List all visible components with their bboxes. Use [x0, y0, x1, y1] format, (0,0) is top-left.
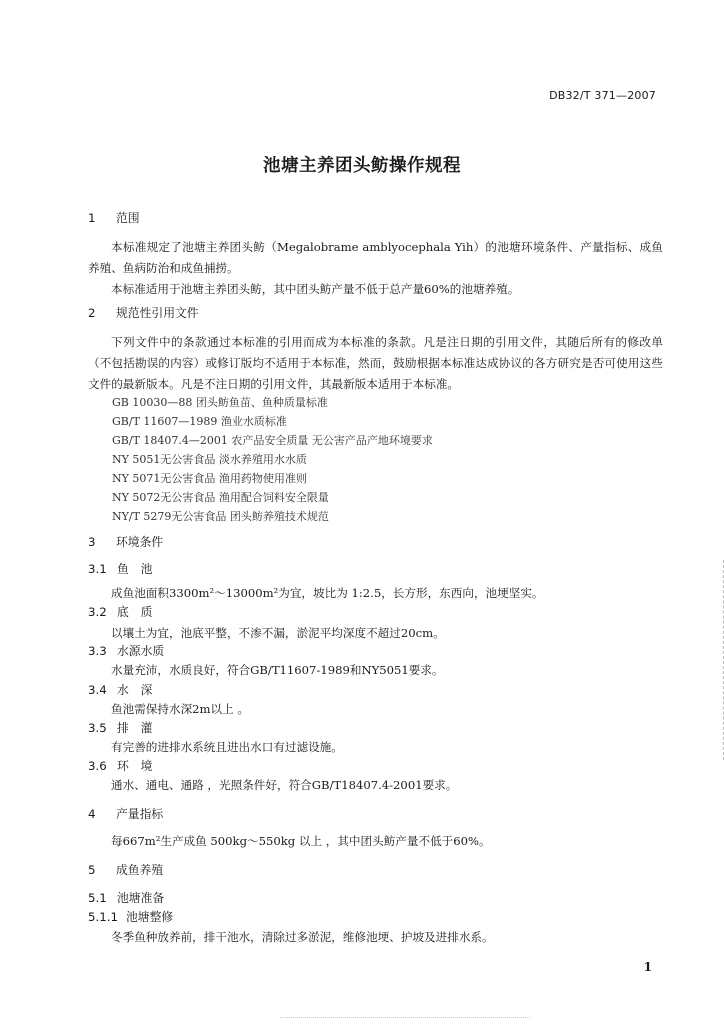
reference-item: GB/T 11607—1989 渔业水质标准	[112, 415, 287, 428]
clause-number: 5.1.1	[88, 910, 119, 924]
clause-number: 5.1	[88, 891, 107, 905]
clause-5-1-1-heading	[88, 907, 663, 928]
clause-3-2-text: 以壤土为宜，池底平整，不渗不漏，淤泥平均深度不超过20cm。	[111, 626, 445, 640]
section-1-heading	[88, 208, 663, 229]
clause-3-3-heading	[88, 641, 663, 662]
scope-paragraph-2: 本标准适用于池塘主养团头鲂，其中团头鲂产量不低于总产量60%的池塘养殖。	[111, 282, 520, 296]
clause-number: 3.4	[88, 683, 107, 697]
clause-title: 池塘准备	[117, 891, 165, 905]
section-5-heading	[88, 860, 663, 881]
section-4-heading	[88, 804, 663, 825]
clause-3-6-text: 通水、通电、通路 ，光照条件好，符合GB/T18407.4-2001要求。	[111, 778, 458, 792]
clause-3-3-text: 水量充沛，水质良好，符合GB/T11607-1989和NY5051要求。	[111, 663, 444, 677]
clause-title: 池塘整修	[126, 910, 174, 924]
clause-title: 环 境	[117, 759, 153, 773]
clause-3-5-text: 有完善的进排水系统且进出水口有过滤设施。	[111, 740, 343, 754]
clause-number: 3.6	[88, 759, 107, 773]
clause-number: 3.3	[88, 644, 107, 658]
scan-edge-mark	[717, 560, 724, 760]
section-title: 环境条件	[116, 535, 164, 549]
clause-number: 3.1	[88, 562, 107, 576]
clause-3-4-heading	[88, 680, 663, 701]
section-number: 3	[88, 535, 96, 549]
scan-bottom-mark	[280, 1017, 530, 1024]
section-number: 1	[88, 211, 96, 225]
clause-title: 水源水质	[117, 644, 165, 658]
clause-title: 鱼 池	[117, 562, 153, 576]
reference-list	[88, 393, 663, 526]
section-title: 范围	[116, 211, 140, 225]
reference-item: GB/T 18407.4—2001 农产品安全质量 无公害产品产地环境要求	[112, 434, 433, 447]
page-number: 1	[643, 960, 652, 974]
production-target-text: 每667m²生产成鱼 500kg～550kg 以上 ，其中团头鲂产量不低于60%。	[111, 834, 491, 848]
clause-title: 底 质	[117, 605, 153, 619]
section-3-heading	[88, 532, 663, 553]
clause-3-4-text: 鱼池需保持水深2m以上 。	[111, 702, 249, 716]
clause-3-2-heading	[88, 602, 663, 623]
reference-item: NY/T 5279无公害食品 团头鲂养殖技术规范	[112, 510, 329, 523]
clause-3-1-heading	[88, 559, 663, 580]
clause-3-6-heading	[88, 756, 663, 777]
section-title: 成鱼养殖	[116, 863, 164, 877]
section-2-heading	[88, 303, 663, 324]
clause-3-5-heading	[88, 718, 663, 739]
clause-5-1-heading	[88, 888, 663, 909]
clause-title: 排 灌	[117, 721, 153, 735]
section-number: 2	[88, 306, 96, 320]
standard-code: DB32/T 371—2007	[549, 89, 656, 102]
section-title: 产量指标	[116, 807, 164, 821]
reference-item: NY 5072无公害食品 渔用配合饲料安全限量	[112, 491, 329, 504]
reference-item: NY 5071无公害食品 渔用药物使用准则	[112, 472, 307, 485]
section-title: 规范性引用文件	[116, 306, 199, 320]
clause-5-1-1-text: 冬季鱼种放养前，排干池水，清除过多淤泥，维修池埂、护坡及进排水系。	[111, 930, 494, 944]
clause-number: 3.2	[88, 605, 107, 619]
reference-item: NY 5051无公害食品 淡水养殖用水水质	[112, 453, 307, 466]
scope-paragraph-1: 本标准规定了池塘主养团头鲂（Megalobrame amblyocephala Yih）的池塘环境条件、产量指标、成鱼养殖、鱼病防治和成鱼捕捞。	[88, 240, 663, 275]
clause-3-1-text: 成鱼池面积3300m²～13000m²为宜，坡比为 1:2.5，长方形，东西向，池埂坚实。	[111, 586, 544, 600]
clause-title: 水 深	[117, 683, 153, 697]
reference-item: GB 10030—88 团头鲂鱼苗、鱼种质量标准	[112, 396, 328, 409]
clause-number: 3.5	[88, 721, 107, 735]
section-number: 4	[88, 807, 96, 821]
normative-references-paragraph: 下列文件中的条款通过本标准的引用而成为本标准的条款。凡是注日期的引用文件，其随后所有的修改单（不包括勘误的内容）或修订版均不适用于本标准，然而，鼓励根据本标准达成协议的各方研究是否可使用这些文件的最新版本。凡是不注日期的引用文件，其最新版本适用于本标准。	[88, 335, 663, 391]
document-title: 池塘主养团头鲂操作规程	[263, 156, 461, 176]
section-number: 5	[88, 863, 96, 877]
